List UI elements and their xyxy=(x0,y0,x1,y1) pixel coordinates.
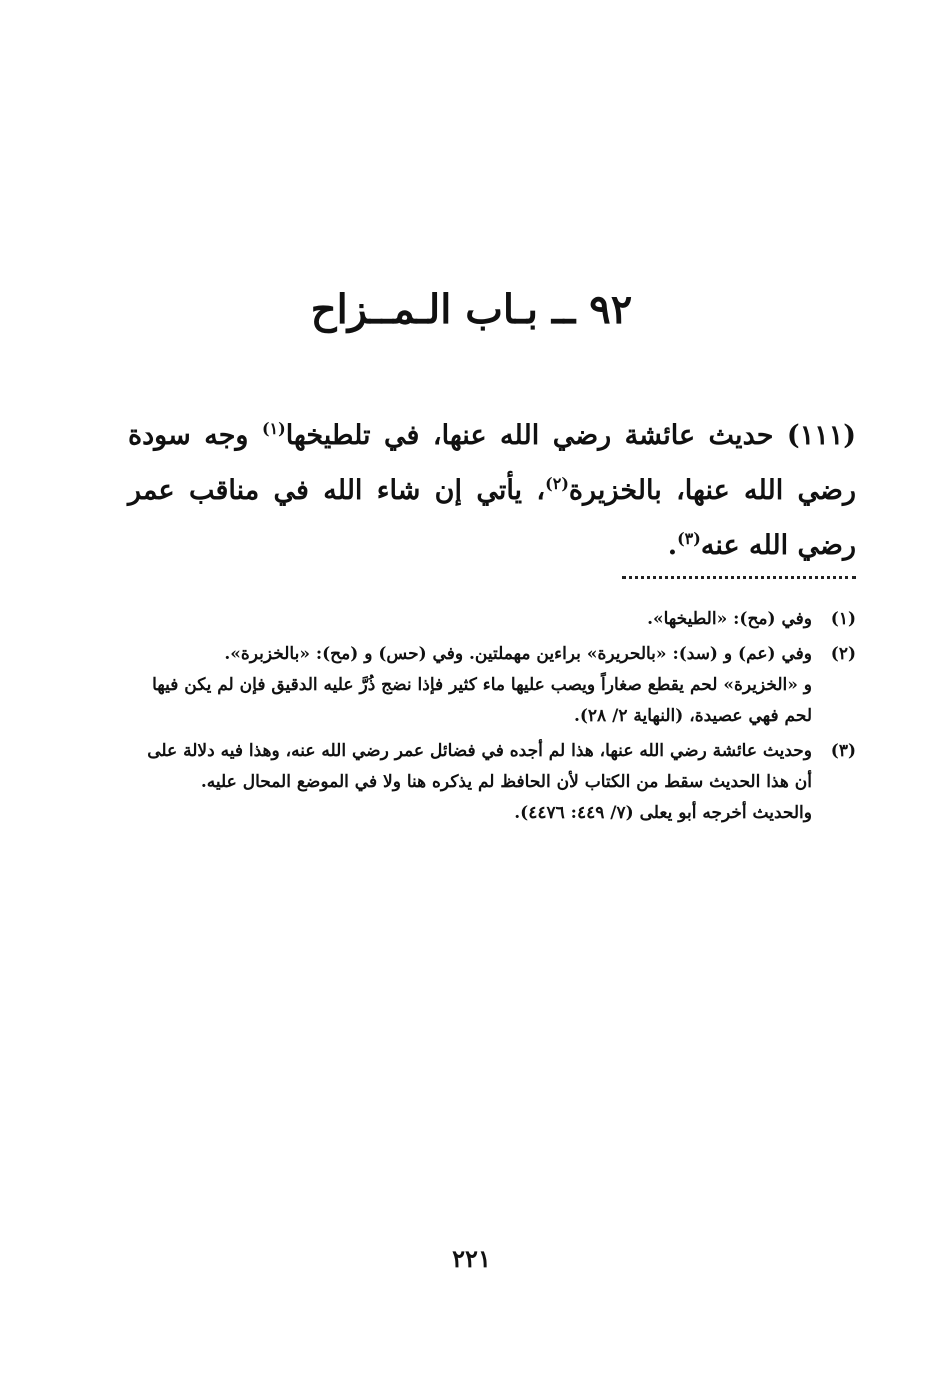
hadith-paragraph xyxy=(128,408,856,573)
body-text-part-3: ، يأتي إن شاء الله في مناقب عمر رضي الله عنه xyxy=(128,475,856,561)
footnote-line: أن هذا الحديث سقط من الكتاب لأن الحافظ لم يذكره هنا ولا في الموضع المحال عليه. xyxy=(200,772,812,792)
footnote-number: (٣) xyxy=(830,741,856,761)
footnote-line: لحم فهي عصيدة، (النهاية ٢/ ٢٨). xyxy=(573,706,812,726)
footnote-number: (٢) xyxy=(830,644,856,664)
body-text-part-1: (١١١) حديث عائشة رضي الله عنها، في تلطيخها xyxy=(285,420,856,451)
footnote-separator xyxy=(622,576,856,579)
footnote-line: وفي (مح): «الطيخها». xyxy=(647,609,812,629)
body-text-part-2: وجه سودة رضي الله عنها، بالخزيرة xyxy=(128,420,857,506)
footnote-body xyxy=(128,639,812,732)
footnote-line: وفي (عم) و (سد): «بالحريرة» براءين مهملتين. وفي (حس) و (مح): «بالخزبرة». xyxy=(224,644,812,664)
footnote-body xyxy=(128,604,812,635)
footnote-1 xyxy=(128,604,856,635)
footnote-line: والحديث أخرجه أبو يعلى (٧/ ٤٤٩: ٤٤٧٦). xyxy=(514,803,812,823)
footnote-2 xyxy=(128,639,856,732)
chapter-title: ٩٢ ــ بـاب الـمــزاح xyxy=(310,286,633,333)
footnote-ref-2: (٢) xyxy=(545,474,569,493)
footnote-number: (١) xyxy=(830,609,856,629)
footnote-line: وحديث عائشة رضي الله عنها، هذا لم أجده في فضائل عمر رضي الله عنه، وهذا فيه دلالة على xyxy=(147,741,812,761)
footnote-ref-3: (٣) xyxy=(677,529,701,548)
footnote-body xyxy=(128,736,812,829)
footnote-line: و «الخزيرة» لحم يقطع صغاراً ويصب عليها ماء كثير فإذا نضج ذُرَّ عليه الدقيق فإن لم يكن فيها xyxy=(152,675,812,695)
footnote-ref-1: (١) xyxy=(261,419,286,438)
page-number: ٢٢١ xyxy=(452,1244,491,1273)
body-text-part-4: . xyxy=(667,530,678,561)
footnotes xyxy=(128,604,856,833)
footnote-3 xyxy=(128,736,856,829)
